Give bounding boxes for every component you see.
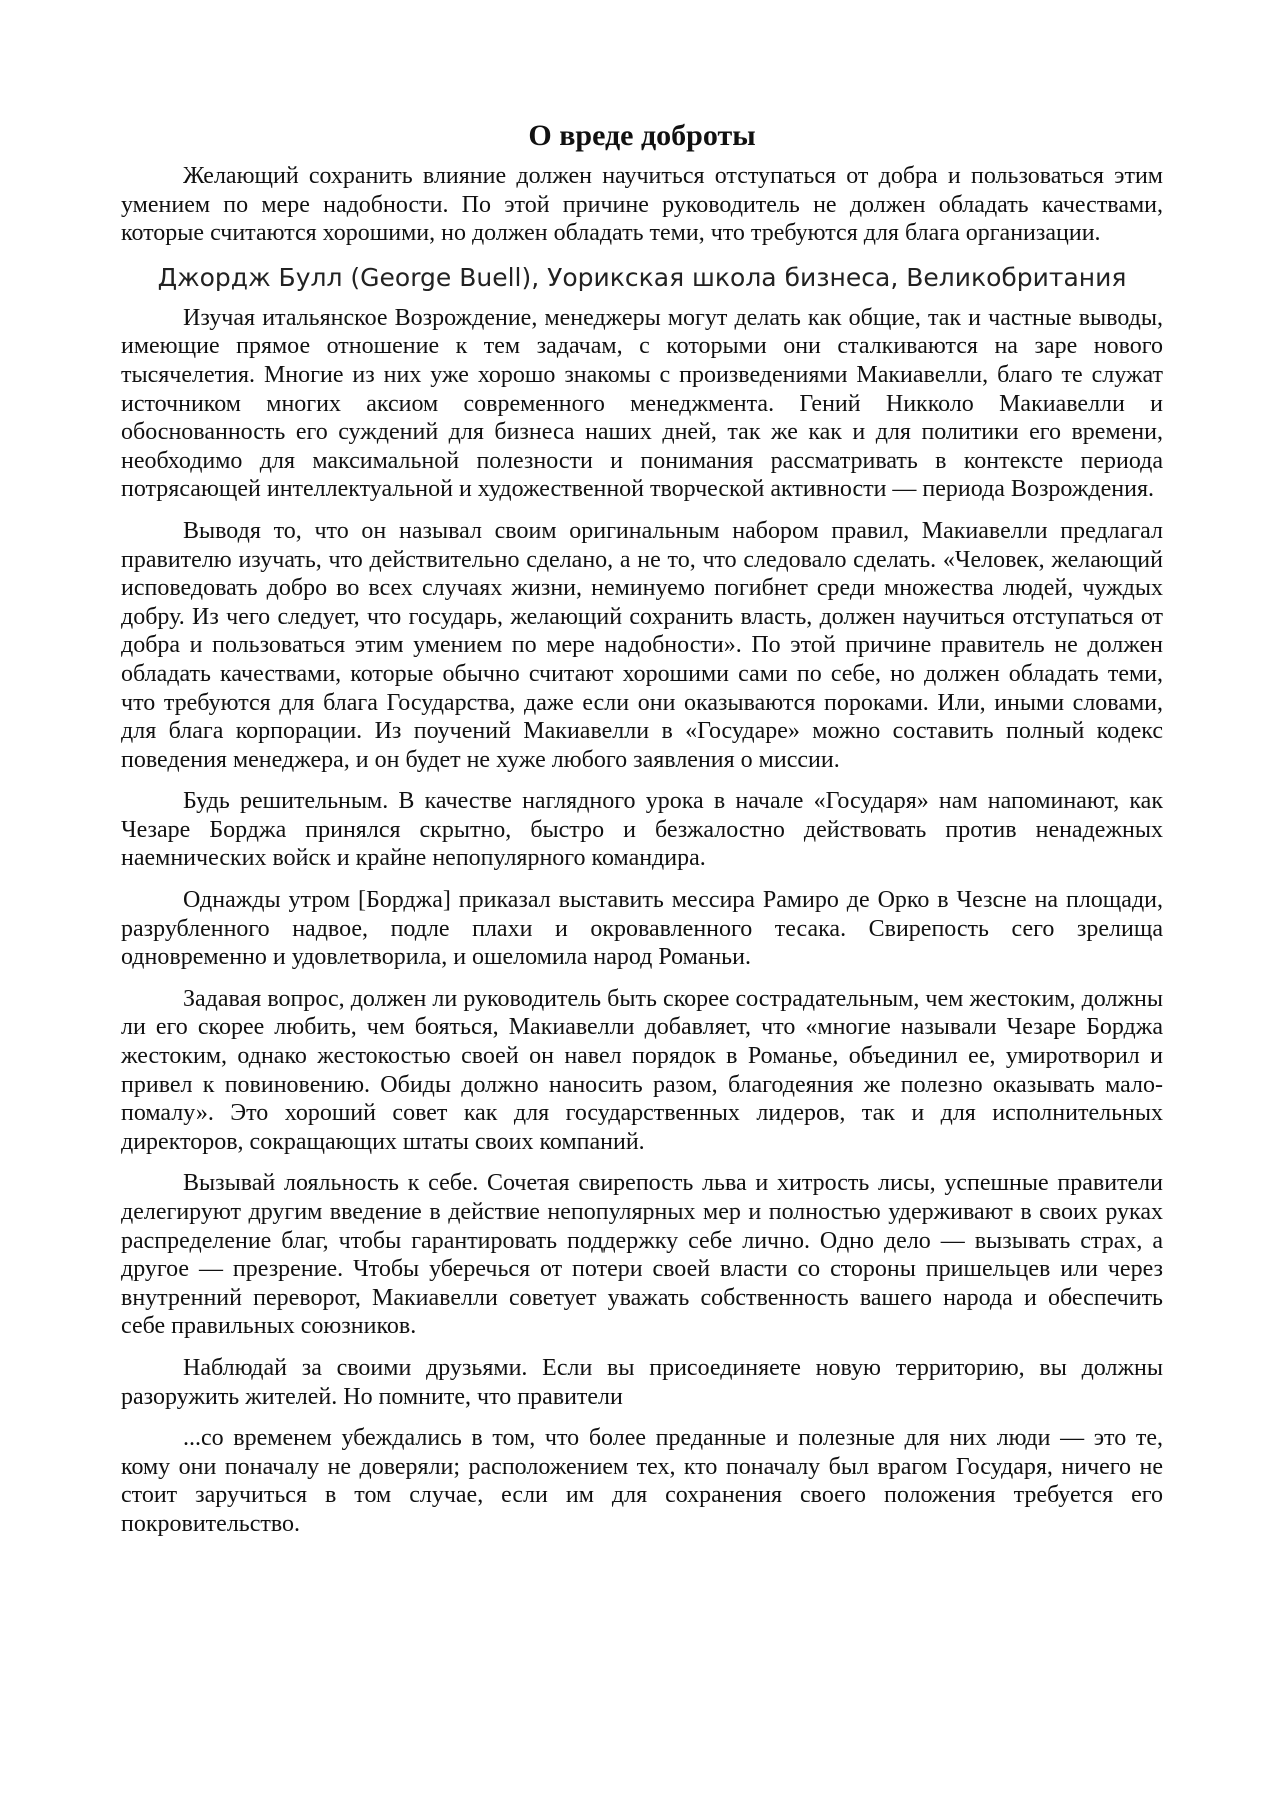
paragraph: ...со временем убеждались в том, что более преданные и полезные для них люди — это те, кому они поначалу не доверяли; расположением тех, кто поначалу был врагом Государя, ничего не стоит заручиться в том случае, если им для сохранения своего положения требуется его покровительство. [121, 1425, 1163, 1537]
document-page [121, 118, 1163, 1552]
page-title: О вреде доброты [528, 119, 756, 152]
paragraph: Наблюдай за своими друзьями. Если вы присоединяете новую территорию, вы должны разоружить жителей. Но помните, что правители [121, 1354, 1163, 1410]
paragraph: Будь решительным. В качестве наглядного урока в начале «Государя» нам напоминают, как Чезаре Борджа принялся скрытно, быстро и безжалостно действовать против ненадежных наемнических войск и крайне непопулярного командира. [121, 788, 1163, 872]
paragraph: Вызывай лояльность к себе. Сочетая свирепость льва и хитрость лисы, успешные правители делегируют другим введение в действие непопулярных мер и полностью удерживают в своих руках распределение благ, чтобы гарантировать поддержку себе лично. Одно дело — вызывать страх, а другое — презрение. Чтобы уберечься от потери своей власти со стороны пришельцев или через внутренний переворот, Макиавелли советует уважать собственность вашего народа и обеспечить себе правильных союзников. [121, 1170, 1163, 1340]
paragraph: Выводя то, что он называл своим оригинальным набором правил, Макиавелли предлагал правителю изучать, что действительно сделано, а не то, что следовало сделать. «Человек, желающий исповедовать добро во всех случаях жизни, неминуемо погибнет среди множества людей, чуждых добру. Из чего следует, что государь, желающий сохранить власть, должен научиться отступаться от добра и пользоваться этим умением по мере надобности». По этой причине правитель не должен обладать качествами, которые обычно считают хорошими сами по себе, но должен обладать теми, что требуются для блага Государства, даже если они оказываются пороками. Или, иными словами, для блага корпорации. Из поучений Макиавелли в «Государе» можно составить полный кодекс поведения менеджера, и он будет не хуже любого заявления о миссии. [121, 517, 1163, 773]
paragraph: Изучая итальянское Возрождение, менеджеры могут делать как общие, так и частные выводы, имеющие прямое отношение к тем задачам, с которыми они сталкиваются на заре нового тысячелетия. Многие из них уже хорошо знакомы с произведениями Макиавелли, благо те служат источником многих аксиом современного менеджмента. Гений Никколо Макиавелли и обоснованность его суждений для бизнеса наших дней, так же как и для политики его времени, необходимо для максимальной полезности и понимания рассматривать в контексте периода потрясающей интеллектуальной и художественной творческой активности — периода Возрождения. [121, 304, 1163, 503]
epigraph: Желающий сохранить влияние должен научиться отступаться от добра и пользоваться этим умением по мере надобности. По этой причине руководитель не должен обладать качествами, которые считаются хорошими, но должен обладать теми, что требуются для блага организации. [121, 163, 1163, 247]
paragraph: Однажды утром [Борджа] приказал выставить мессира Рамиро де Орко в Чезсне на площади, разрубленного надвое, подле плахи и окровавленного тесака. Свирепость сего зрелища одновременно и удовлетворила, и ошеломила народ Романьи. [121, 887, 1163, 971]
author-line: Джордж Булл (George Buell), Уорикская школа бизнеса, Великобритания [157, 262, 1127, 292]
paragraph: Задавая вопрос, должен ли руководитель быть скорее сострадательным, чем жестоким, должны ли его скорее любить, чем бояться, Макиавелли добавляет, что «многие называли Чезаре Борджа жестоким, однако жестокостью своей он навел порядок в Романье, объединил ее, умиротворил и привел к повиновению. Обиды должно наносить разом, благодеяния же полезно оказывать мало-помалу». Это хороший совет как для государственных лидеров, так и для исполнительных директоров, сокращающих штаты своих компаний. [121, 985, 1163, 1155]
